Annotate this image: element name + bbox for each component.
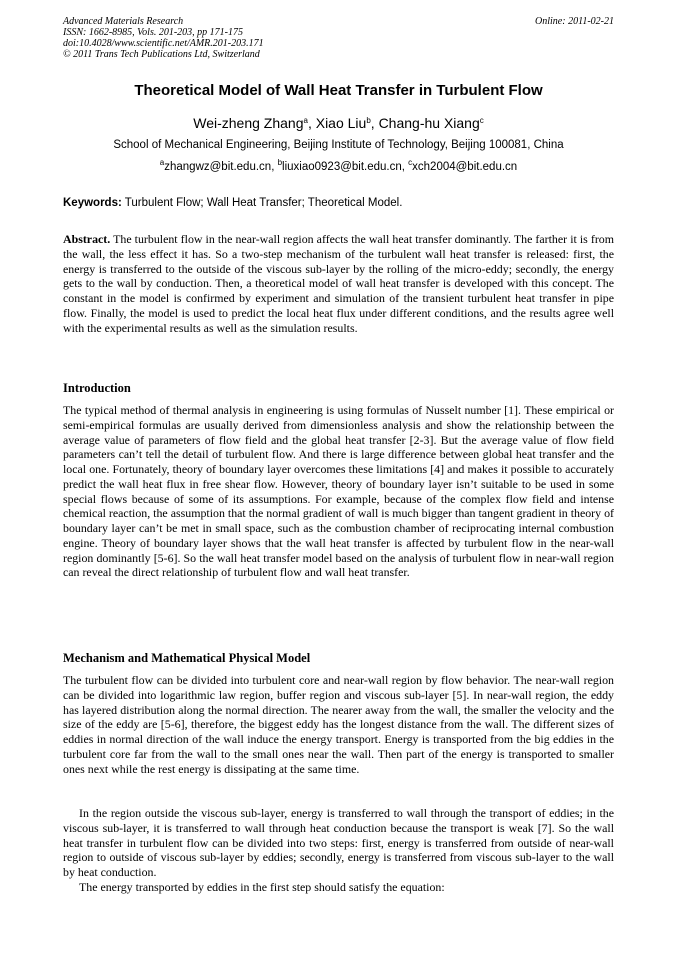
mechanism-paragraph-1: The turbulent flow can be divided into turbulent core and near-wall region by flow behavior. The near-wall region can be divided into logarithmic law region, buffer region and viscous sub-layer [5]. In near-wall region, the eddy has layered distribution along the normal direction. The nearer away from the wall, the smaller the velocity and the size of the eddy are [5-6], therefore, the biggest eddy has the longest distance from the wall. The different sizes of eddies in normal direction of the wall induce the energy transport. Energy is transported from the big eddies in the turbulent core far from the wall to the small ones near the wall. Then part of the energy is transported to smaller ones next while the rest energy is dissipating at the same time. <box>63 673 614 776</box>
section-heading-introduction: Introduction <box>63 381 131 395</box>
author-superscript: c <box>479 116 484 125</box>
copyright-line: © 2011 Trans Tech Publications Ltd, Switzerland <box>63 49 260 60</box>
abstract-label: Abstract. <box>63 232 111 246</box>
issn-line: ISSN: 1662-8985, Vols. 201-203, pp 171-175 <box>63 27 243 38</box>
affiliation: School of Mechanical Engineering, Beijing Institute of Technology, Beijing 100081, China <box>113 139 564 151</box>
mechanism-paragraph-2: In the region outside the viscous sub-layer, energy is transferred to wall through the transport of eddies; in the viscous sub-layer, it is transferred to wall through heat conduction because the transport is weak [7]. So the wall heat transfer in turbulent flow can be divided into two steps: first, energy is transferred from outside of near-wall region to outside of viscous sub-layer by eddies; secondly, energy is transferred from viscous sub-layer to the wall by heat conduction. <box>63 806 614 879</box>
author-name: Wei-zheng Zhang <box>193 115 304 131</box>
author-name: Chang-hu Xiang <box>378 115 480 131</box>
author-superscript: b <box>366 116 371 125</box>
online-date: Online: 2011-02-21 <box>535 16 614 27</box>
section-heading-mechanism: Mechanism and Mathematical Physical Model <box>63 651 311 665</box>
email-address: xch2004@bit.edu.cn <box>412 161 518 173</box>
abstract <box>63 232 614 335</box>
email-list: $^a$zhangwz@bit.edu.cn, $^b$liuxiao0923@bit.edu.cn, $^c$xch2004@bit.edu.cn <box>159 158 518 173</box>
email-superscript: a <box>159 158 165 167</box>
doi-line: doi:10.4028/www.scientific.net/AMR.201-203.171 <box>63 38 264 49</box>
introduction-paragraph: The typical method of thermal analysis in engineering is using formulas of Nusselt number [1]. These empirical or semi-empirical formulas are usually derived from dimensionless analysis and show the relationship between the average value of parameters of flow field and the global heat transfer [2-3]. But the average value of flow field parameters can’t tell the detail of turbulent flow. And there is large difference between global heat transfer and the local one. Fortunately, theory of boundary layer overcomes these limitations [4] and makes it possible to accurately predict the wall heat flux in free shear flow. However, theory of boundary layer isn’t suitable to be used in some special flows because of some of its assumptions. For example, because of the complex flow field and intense chemical reaction, the assumption that the normal gradient of wall is much bigger than tangent gradient in theory of boundary layer can’t be met in small space, such as the combustion chamber of reciprocating internal combustion engine. Theory of boundary layer shows that the wall heat transfer is affected by turbulent flow in the near-wall region dominantly [5-6]. So the wall heat transfer model based on the analysis of turbulent flow in near-wall region can reveal the direct relationship of turbulent flow and wall heat transfer. <box>63 403 614 580</box>
keywords-label: Keywords: <box>63 197 122 209</box>
keywords-text: Turbulent Flow; Wall Heat Transfer; Theoretical Model. <box>124 197 403 209</box>
publication-info <box>63 16 264 60</box>
email-address: zhangwz@bit.edu.cn <box>164 161 272 173</box>
abstract-text: The turbulent flow in the near-wall region affects the wall heat transfer dominantly. The farther it is from the wall, the less effect it has. So a two-step mechanism of the turbulent wall heat transfer is released: first, the energy is transferred to the outside of the viscous sub-layer by the rolling of the micro-eddy; secondly, the energy gets to the wall by conduction. Then, a theoretical model of wall heat transfer is developed with this concept. The constant in the model is confirmed by experiment and simulation of the transient turbulent heat transfer in pipe flow. Finally, the model is used to predict the local heat flux under different conditions, and the results agree well with the experimental results as well as the simulation results. <box>63 232 614 335</box>
email-address: liuxiao0923@bit.edu.cn <box>282 161 402 173</box>
email-superscript: c <box>408 158 413 167</box>
author-list: Wei-zheng Zhang$^a$, Xiao Liu$^b$, Chang-hu Xiang$^c$ <box>193 115 484 131</box>
author-name: Xiao Liu <box>315 115 367 131</box>
author-superscript: a <box>303 116 308 125</box>
mechanism-paragraph-3: The energy transported by eddies in the first step should satisfy the equation: <box>79 880 445 894</box>
journal-name: Advanced Materials Research <box>63 16 184 27</box>
paper-title: Theoretical Model of Wall Heat Transfer in Turbulent Flow <box>134 82 543 99</box>
email-superscript: b <box>277 158 283 167</box>
keywords <box>63 196 614 210</box>
